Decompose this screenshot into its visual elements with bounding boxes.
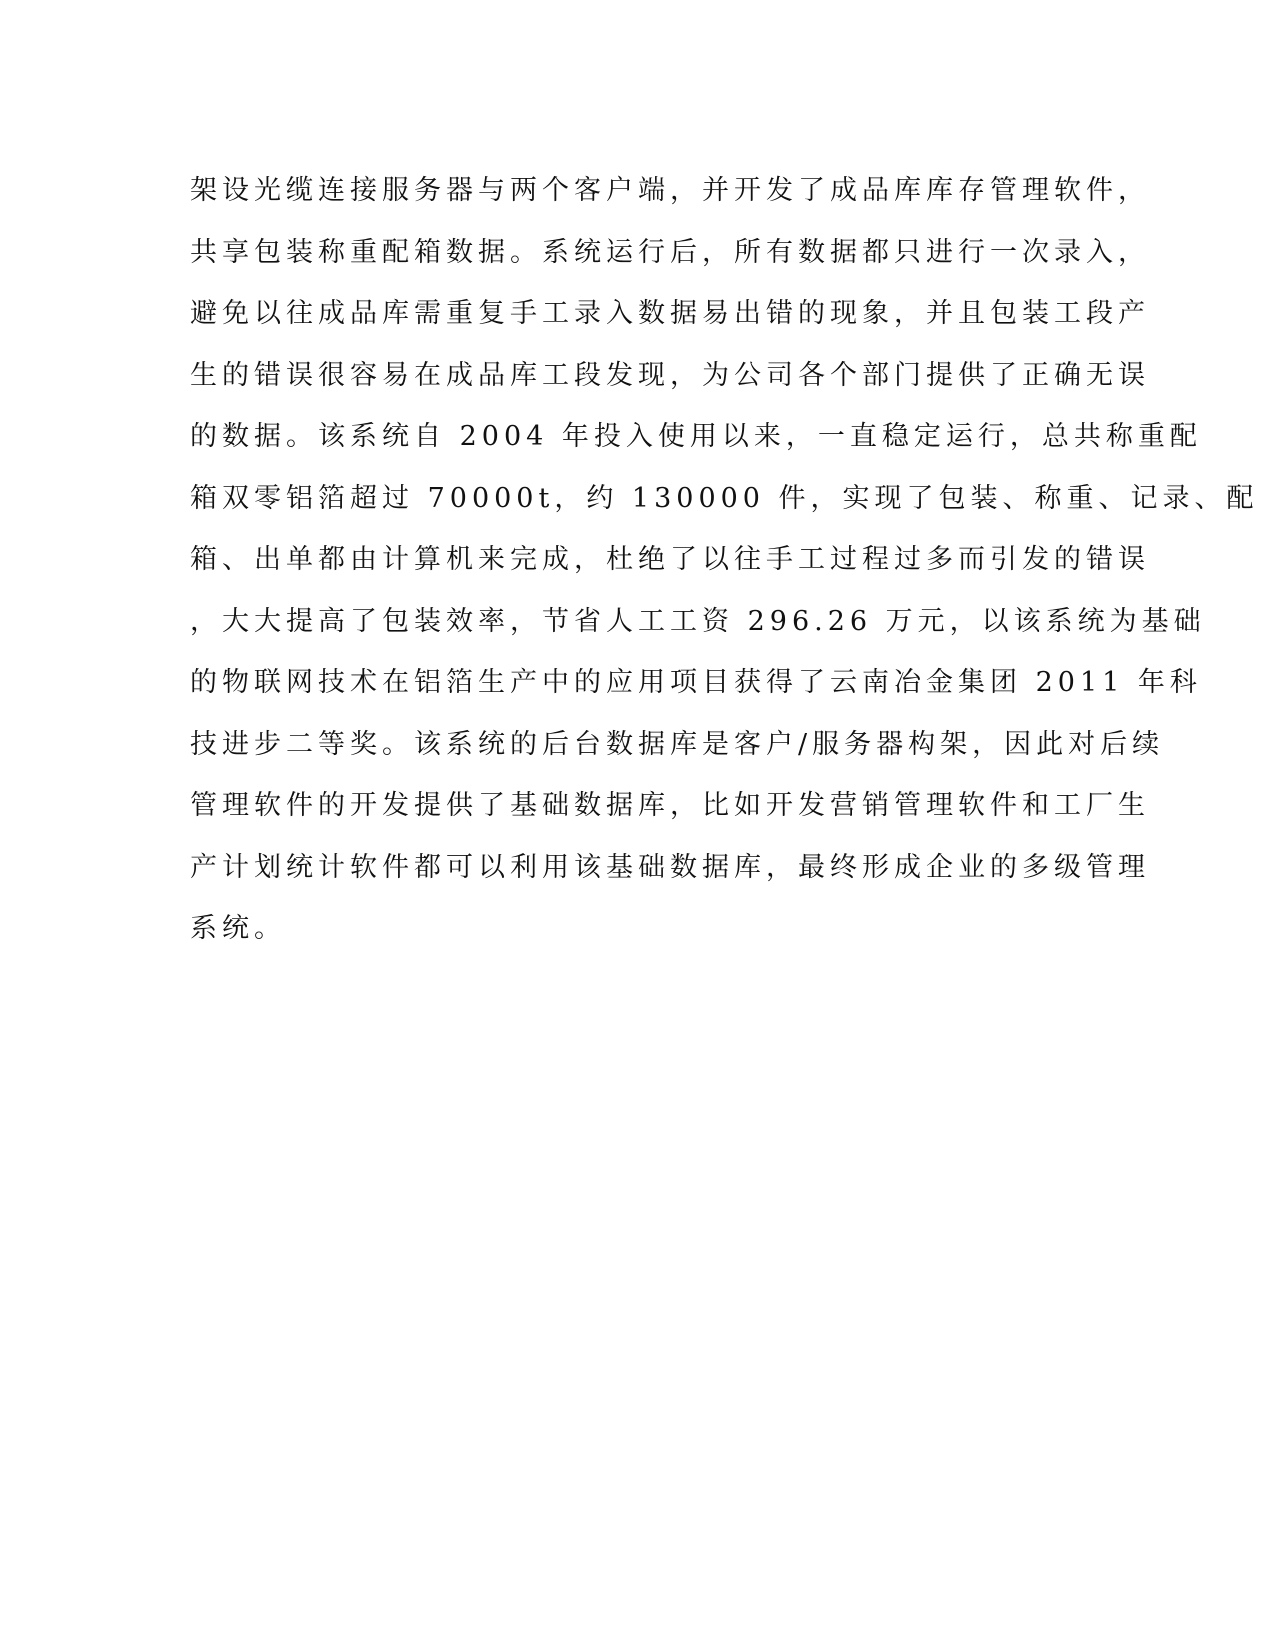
paragraph-line-12: 产计划统计软件都可以利用该基础数据库，最终形成企业的多级管理: [190, 851, 1150, 883]
paragraph-line-4: 生的错误很容易在成品库工段发现，为公司各个部门提供了正确无误: [190, 359, 1150, 391]
paragraph-line-2: 共享包装称重配箱数据。系统运行后，所有数据都只进行一次录入，: [190, 236, 1150, 268]
paragraph-line-11: 管理软件的开发提供了基础数据库，比如开发营销管理软件和工厂生: [190, 790, 1150, 821]
paragraph-line-3: 避免以往成品库需重复手工录入数据易出错的现象，并且包装工段产: [190, 298, 1150, 329]
paragraph-line-13: 系统。: [190, 913, 286, 944]
paragraph-line-7: 箱、出单都由计算机来完成，杜绝了以往手工过程过多而引发的错误: [190, 544, 1150, 575]
paragraph-line-6: 箱双零铝箔超过 70000t，约 130000 件，实现了包装、称重、记录、配: [190, 482, 1259, 514]
paragraph-line-1: 架设光缆连接服务器与两个客户端，并开发了成品库库存管理软件，: [190, 175, 1150, 206]
paragraph-line-9: 的物联网技术在铝箔生产中的应用项目获得了云南冶金集团 2011 年科: [190, 667, 1202, 698]
paragraph-line-8: ，大大提高了包装效率，节省人工工资 296.26 万元，以该系统为基础: [190, 605, 1206, 637]
paragraph-line-10: 技进步二等奖。该系统的后台数据库是客户/服务器构架，因此对后续: [190, 728, 1165, 760]
body-paragraph: [190, 160, 1259, 960]
paragraph-line-5: 的数据。该系统自 2004 年投入使用以来，一直稳定运行，总共称重配: [190, 421, 1202, 452]
